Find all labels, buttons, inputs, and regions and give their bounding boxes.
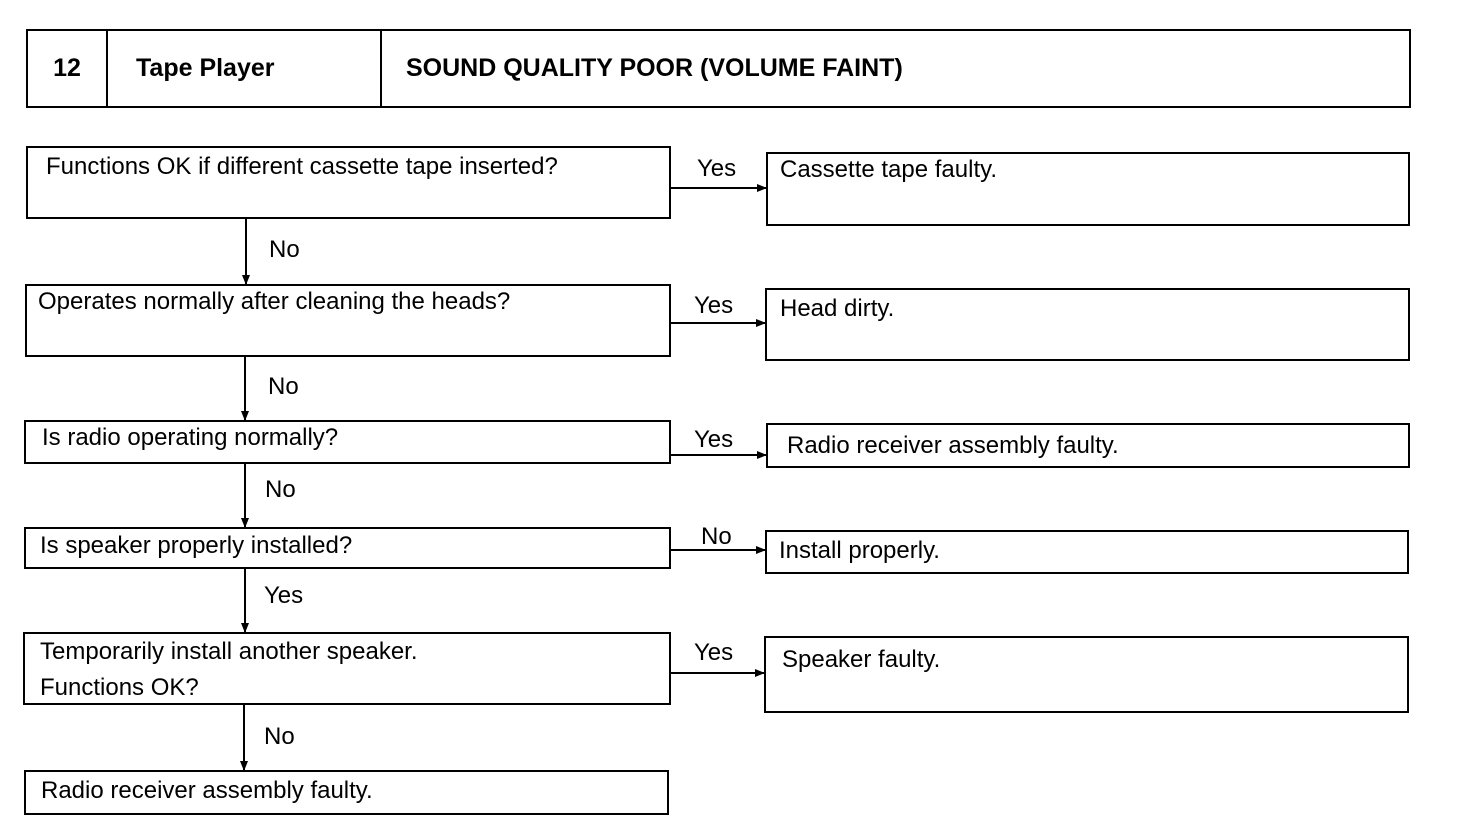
result-text-1: Cassette tape faulty. (780, 156, 998, 183)
question-text-5-line1: Temporarily install another speaker. (40, 638, 418, 665)
branch-label-4: No (701, 523, 732, 550)
question-box-5 (23, 632, 671, 705)
question-text-4: Is speaker properly installed? (40, 532, 353, 559)
final-result-box (24, 770, 669, 815)
next-label-3: No (265, 476, 296, 503)
result-text-5: Speaker faulty. (782, 646, 941, 673)
result-box-1 (766, 152, 1410, 226)
branch-label-3: Yes (694, 426, 734, 453)
question-box-4 (24, 527, 671, 569)
question-text-2: Operates normally after cleaning the heads? (38, 288, 511, 315)
question-box-1 (26, 146, 671, 219)
final-result-text: Radio receiver assembly faulty. (41, 777, 373, 804)
question-box-3 (24, 420, 671, 464)
next-label-5: No (264, 723, 295, 750)
branch-label-2: Yes (694, 292, 734, 319)
result-text-3: Radio receiver assembly faulty. (787, 432, 1119, 459)
question-text-3: Is radio operating normally? (42, 424, 339, 451)
result-text-2: Head dirty. (780, 295, 895, 322)
question-box-2 (25, 284, 671, 357)
result-box-4 (765, 530, 1409, 574)
question-text-1: Functions OK if different cassette tape inserted? (46, 153, 558, 180)
next-label-2: No (268, 373, 299, 400)
branch-label-5: Yes (694, 639, 734, 666)
header-system: Tape Player (108, 31, 382, 106)
result-text-4: Install properly. (779, 537, 940, 564)
result-box-5 (764, 636, 1409, 713)
result-box-2 (765, 288, 1410, 361)
question-text-5-line2: Functions OK? (40, 674, 199, 701)
branch-label-1: Yes (697, 155, 737, 182)
header-symptom: SOUND QUALITY POOR (VOLUME FAINT) (406, 54, 903, 82)
next-label-1: No (269, 236, 300, 263)
result-box-3 (766, 423, 1410, 468)
next-label-4: Yes (264, 582, 304, 609)
header-number: 12 (28, 31, 108, 106)
